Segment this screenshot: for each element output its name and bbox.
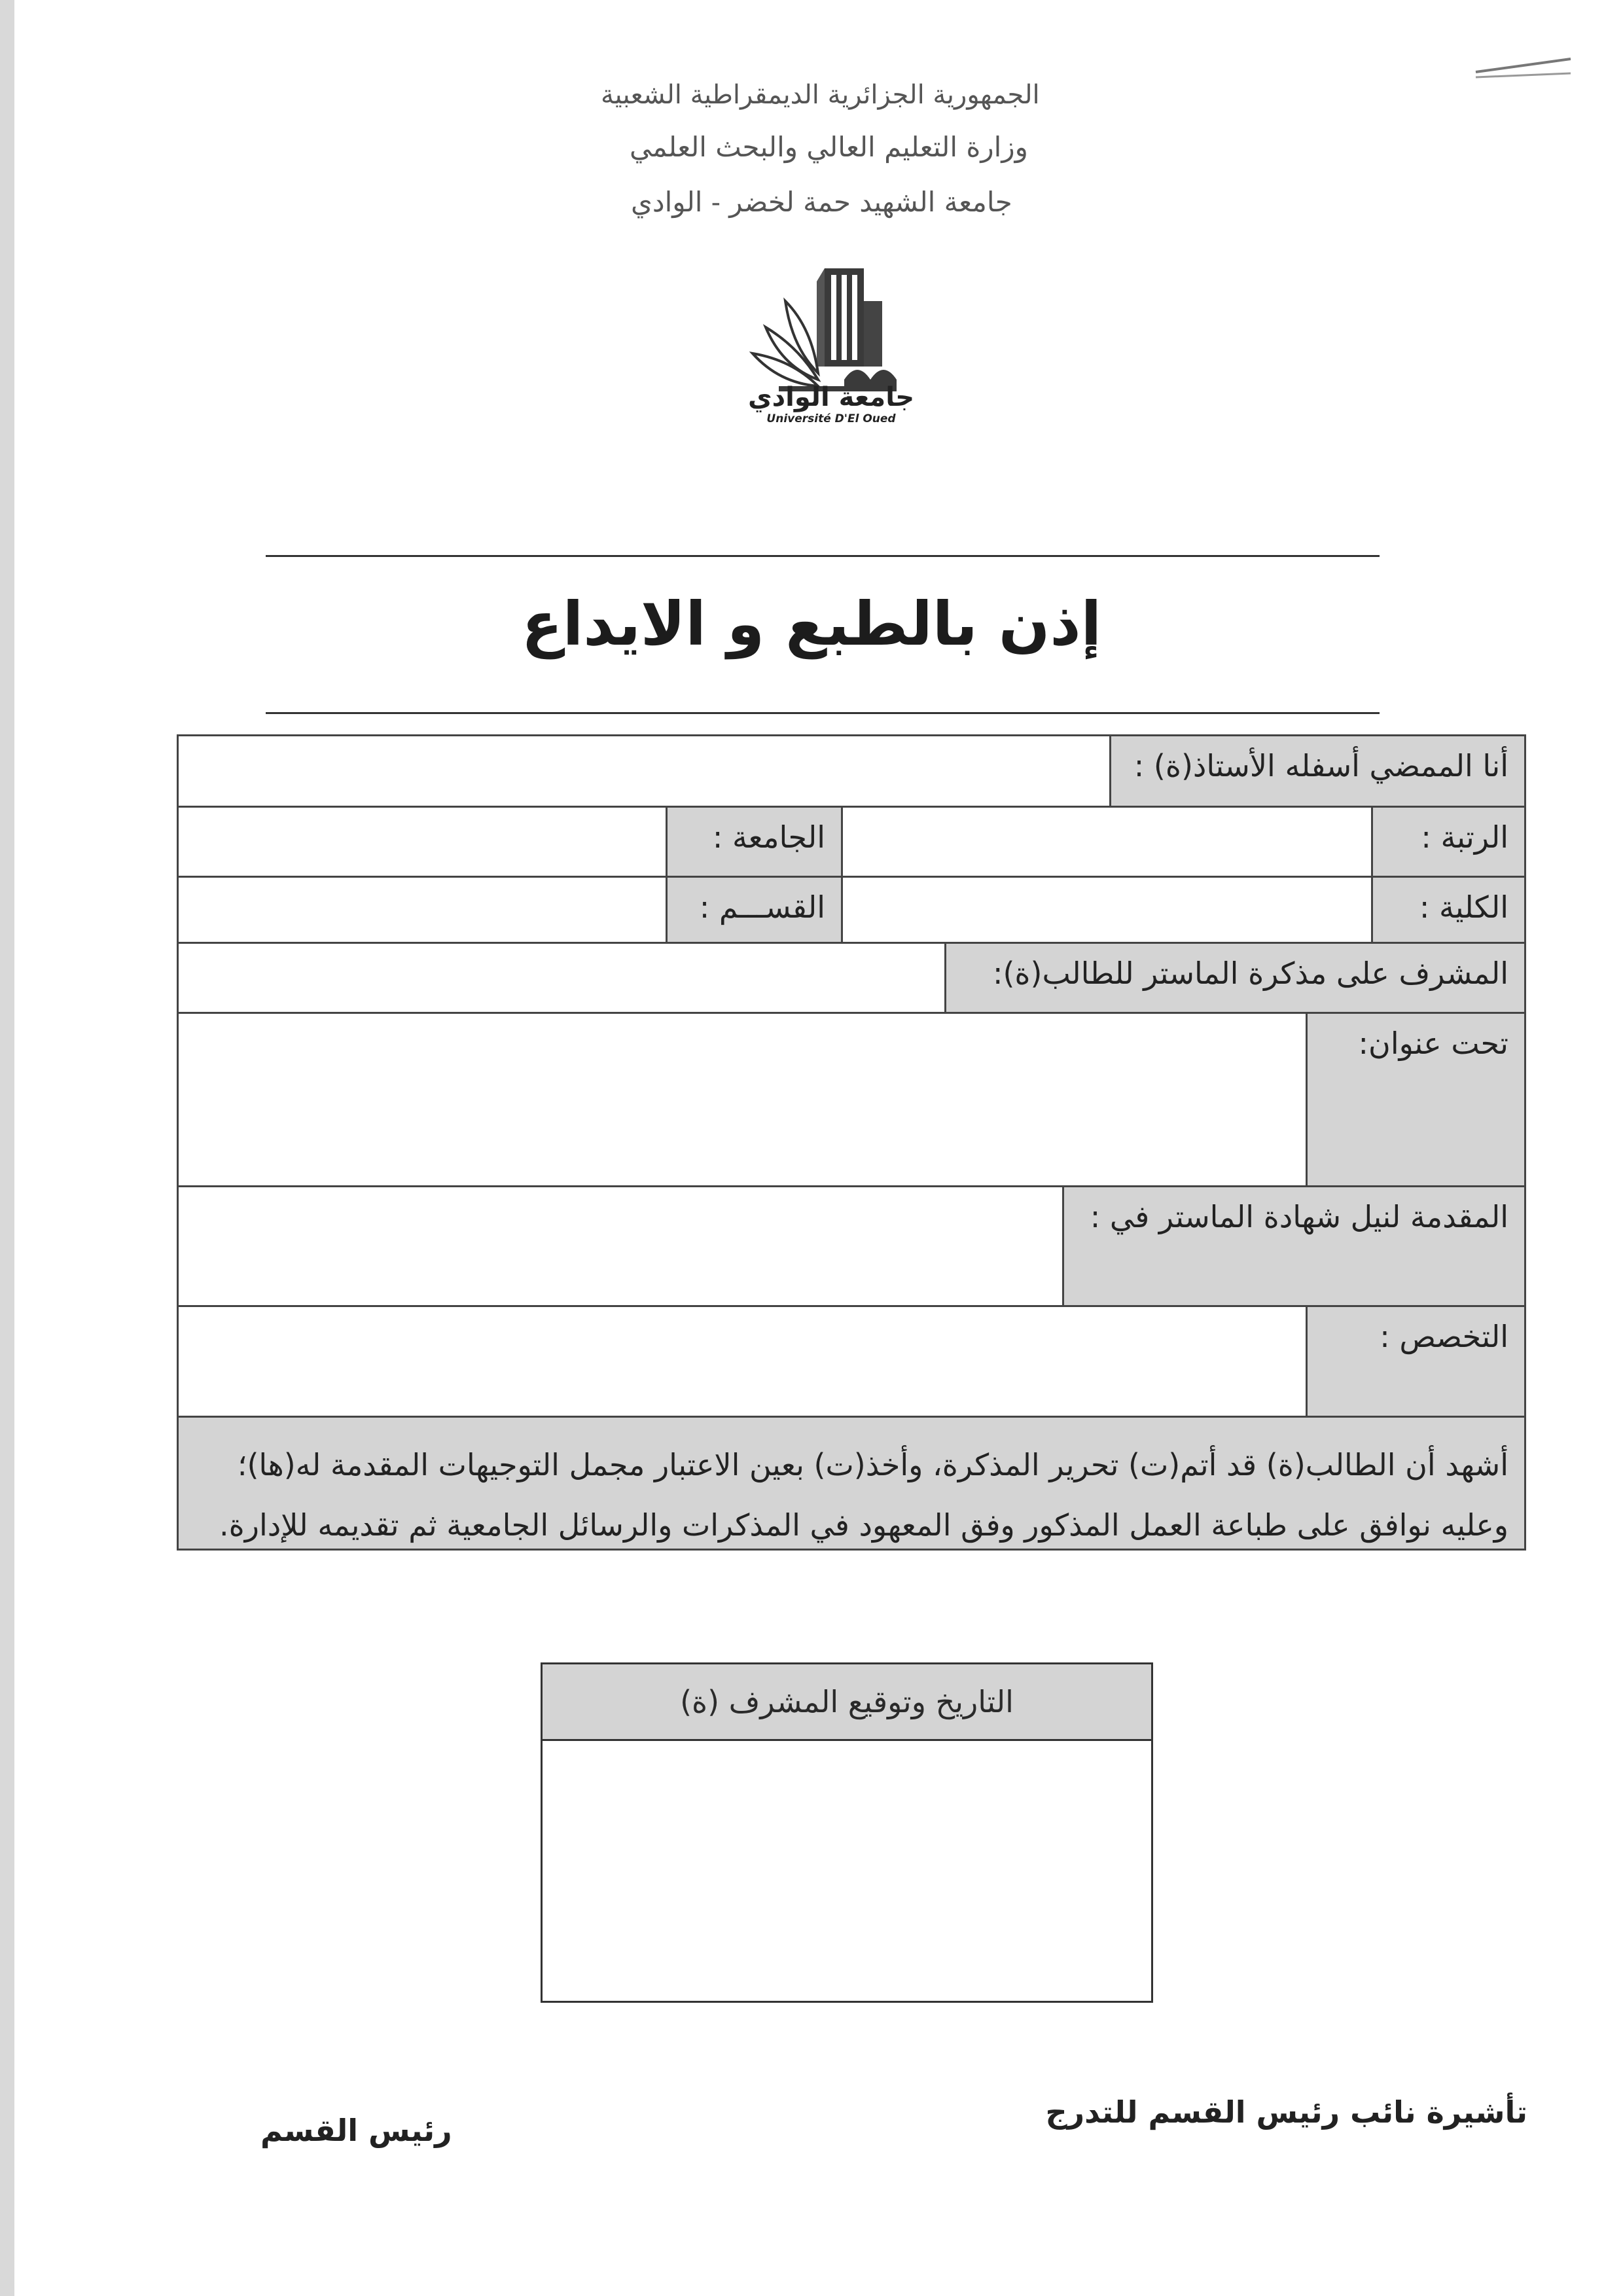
faculty-field[interactable] xyxy=(841,878,1371,942)
department-field[interactable] xyxy=(179,878,666,942)
form-row-rank xyxy=(177,808,1526,878)
logo-arabic-text: جامعة الوادي xyxy=(747,382,915,412)
form-row-thesis-title xyxy=(177,1014,1526,1187)
faculty-label: الكلية : xyxy=(1371,878,1524,942)
degree-field[interactable] xyxy=(179,1187,1062,1305)
signature-box-header: التاريخ وتوقيع المشرف (ة) xyxy=(543,1664,1151,1741)
certification-text xyxy=(179,1418,1524,1549)
deputy-visa-label: تأشيرة نائب رئيس القسم للتدرج xyxy=(1045,2094,1527,2130)
top-divider xyxy=(266,555,1380,557)
specialty-field[interactable] xyxy=(179,1307,1306,1416)
certification-line-1: أشهد أن الطالب(ة) قد أتم(ت) تحرير المذكرة، وأخذ(ت) بعين الاعتبار مجمل التوجيهات المقدمة له(ها)؛ xyxy=(237,1447,1508,1482)
undersigned-label: أنا الممضي أسفله الأستاذ(ة) : xyxy=(1109,736,1524,806)
supervisor-field[interactable] xyxy=(179,944,944,1012)
rank-label: الرتبة : xyxy=(1371,808,1524,876)
university-logo xyxy=(740,255,923,432)
degree-label: المقدمة لنيل شهادة الماستر في : xyxy=(1062,1187,1524,1305)
department-label: القســـم : xyxy=(666,878,841,942)
thesis-title-label: تحت عنوان: xyxy=(1306,1014,1524,1185)
university-field[interactable] xyxy=(179,808,666,876)
supervisor-label: المشرف على مذكرة الماستر للطالب(ة): xyxy=(944,944,1524,1012)
republic-line: الجمهورية الجزائرية الديمقراطية الشعبية xyxy=(601,80,1040,110)
bottom-divider xyxy=(266,712,1380,714)
page-edge xyxy=(0,0,14,2296)
form-row-certification xyxy=(177,1418,1526,1551)
approval-form xyxy=(177,734,1526,1551)
logo-latin-text: Université D'El Oued xyxy=(766,412,896,425)
university-line: جامعة الشهيد حمة لخضر - الوادي xyxy=(631,186,1012,218)
thesis-title-field[interactable] xyxy=(179,1014,1306,1185)
supervisor-signature-box xyxy=(541,1662,1153,2003)
specialty-label: التخصص : xyxy=(1306,1307,1524,1416)
signature-area[interactable] xyxy=(543,1741,1151,2003)
form-row-faculty xyxy=(177,878,1526,944)
undersigned-field[interactable] xyxy=(179,736,1109,806)
form-row-undersigned xyxy=(177,734,1526,808)
certification-line-2: وعليه نوافق على طباعة العمل المذكور وفق المعهود في المذكرات والرسائل الجامعية ثم تقديمه للإدارة. xyxy=(219,1507,1508,1543)
form-row-specialty xyxy=(177,1307,1526,1418)
form-row-degree xyxy=(177,1187,1526,1307)
head-of-department-label: رئيس القسم xyxy=(260,2113,452,2148)
rank-field[interactable] xyxy=(841,808,1371,876)
university-label: الجامعة : xyxy=(666,808,841,876)
staple-mark xyxy=(1472,52,1577,85)
form-row-supervisor xyxy=(177,944,1526,1014)
document-title: إذن بالطبع و الايداع xyxy=(521,589,1102,659)
ministry-line: وزارة التعليم العالي والبحث العلمي xyxy=(630,131,1028,163)
